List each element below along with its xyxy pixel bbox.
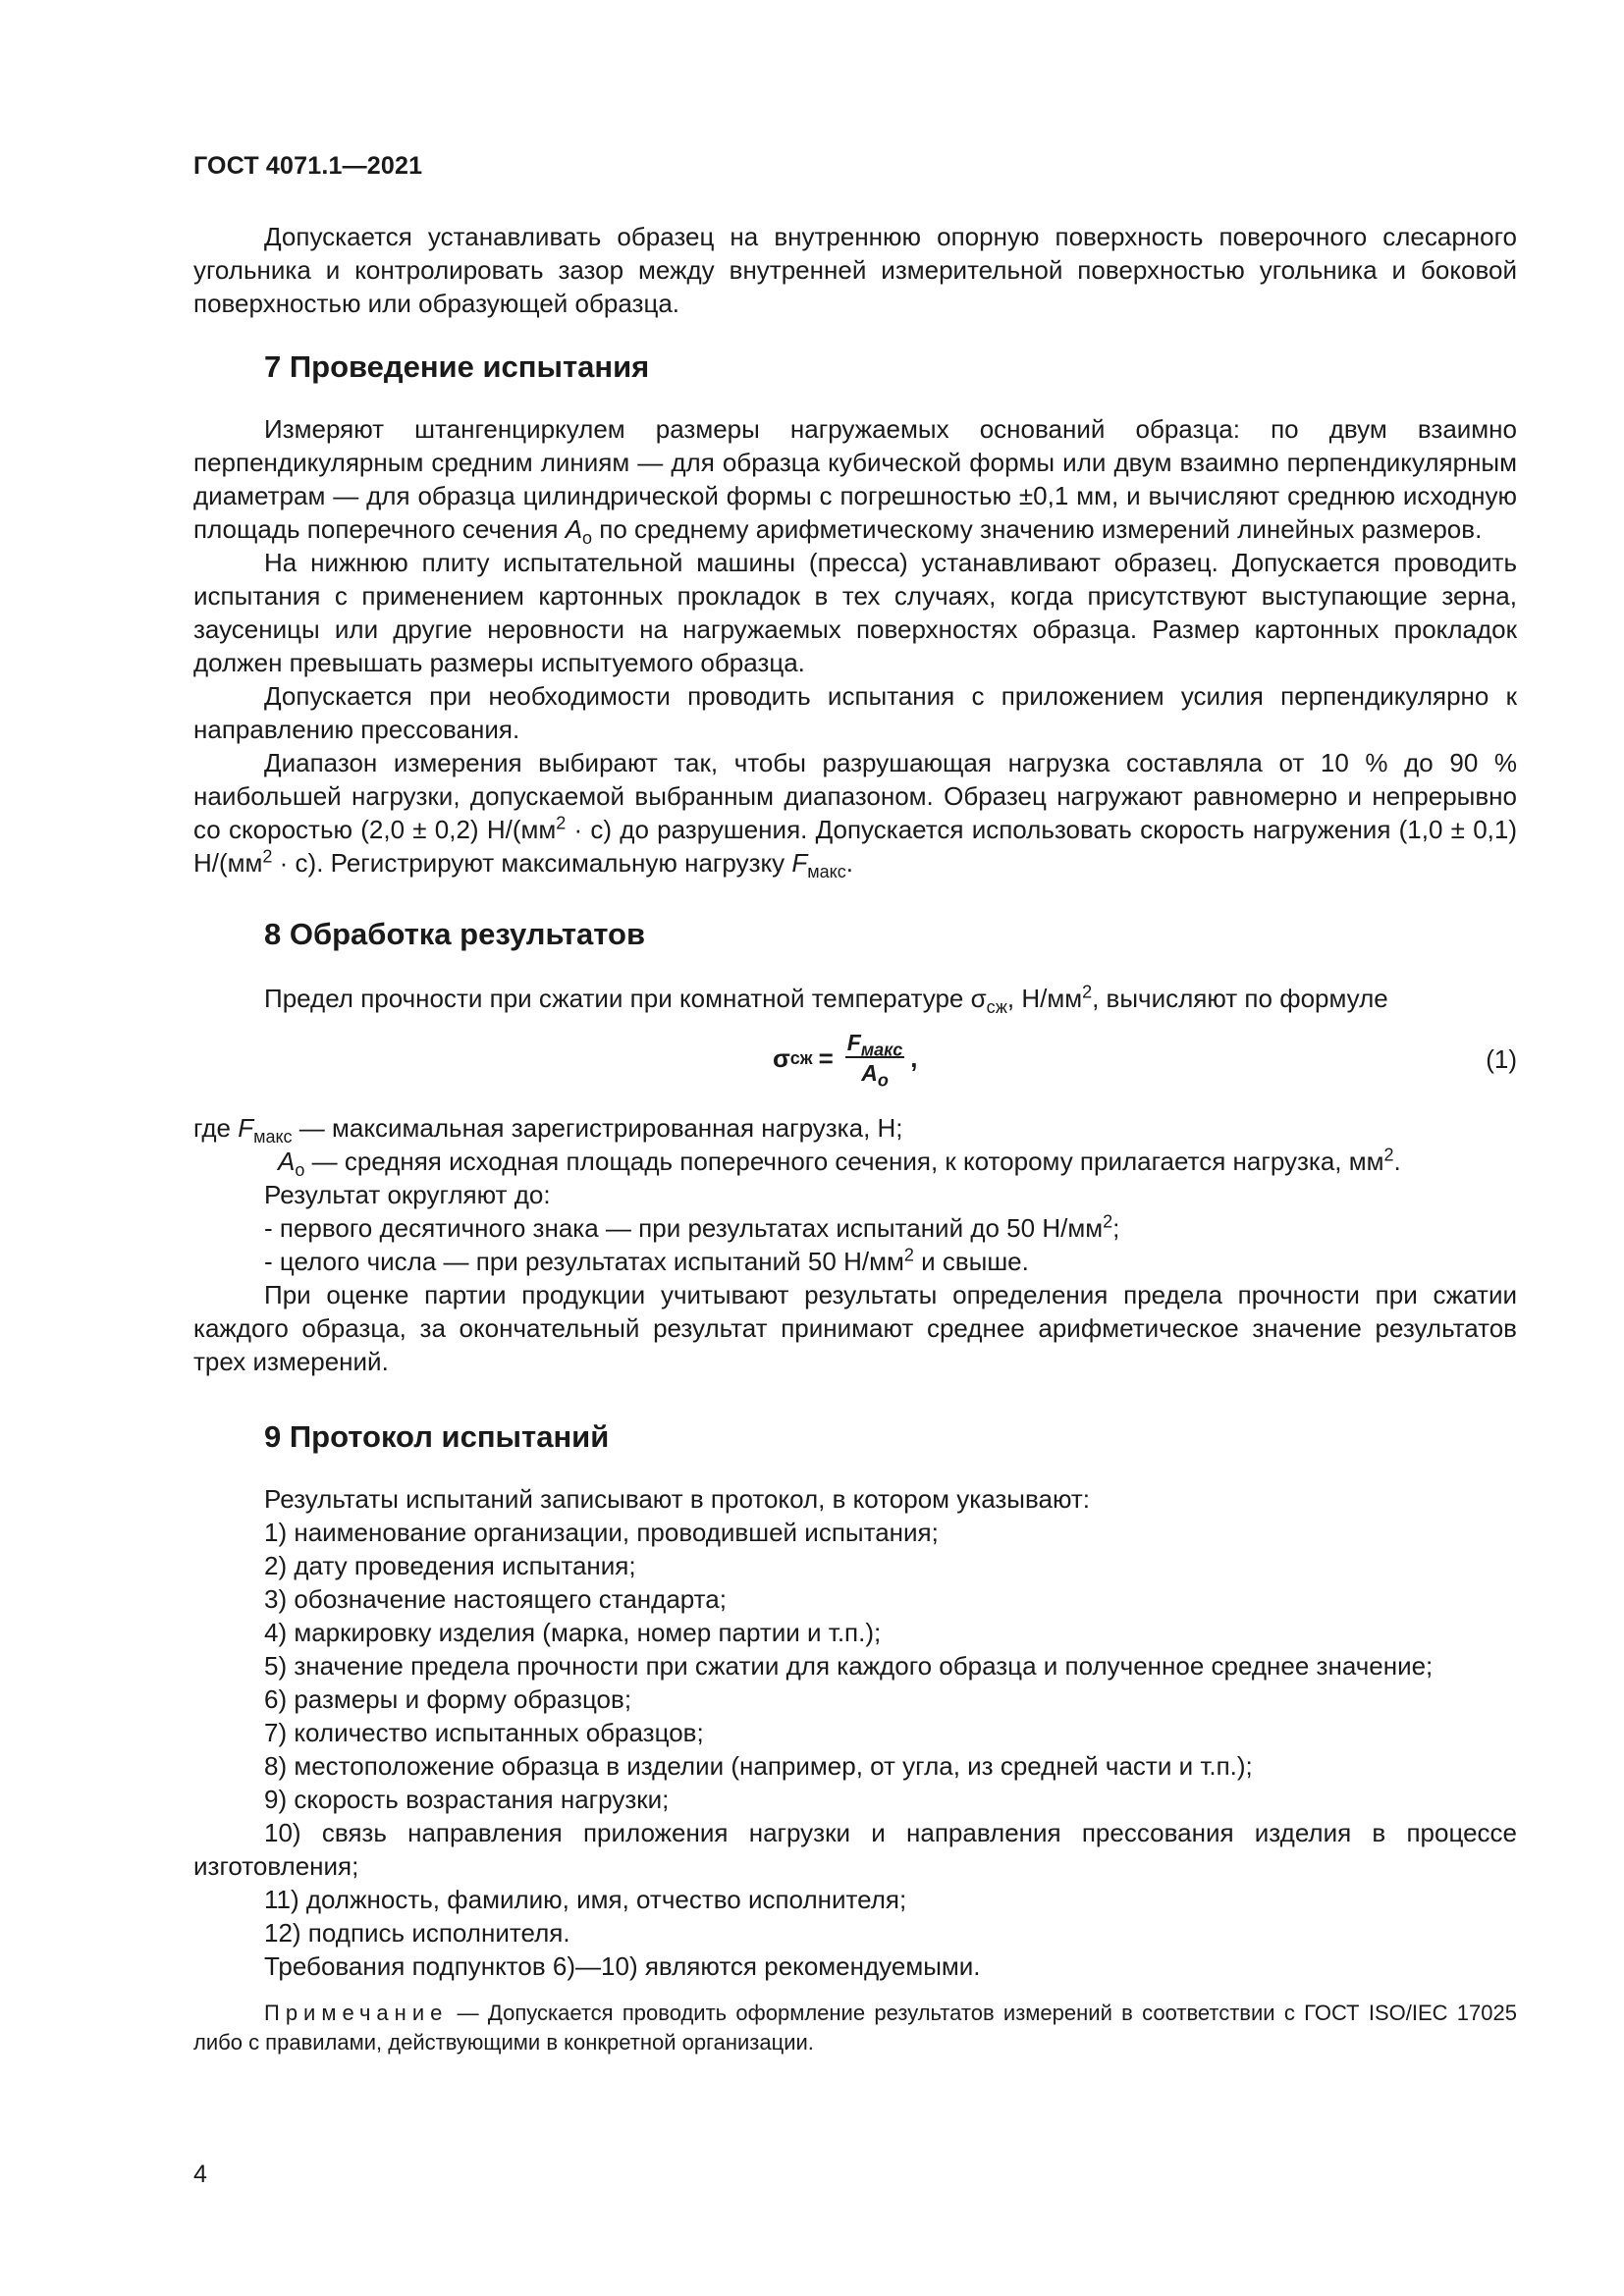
section-7-paragraph-3: Допускается при необходимости проводить испытания с приложением усилия перпендикулярно к направлению прессования. [193,681,1517,744]
document-header: ГОСТ 4071.1—2021 [193,152,423,180]
page-number: 4 [193,2161,207,2188]
requirements-note: Требования подпунктов 6)—10) являются рекомендуемыми. [264,1951,981,1981]
formula-fraction: $\frac{F_{макс}}{A_о}$ [846,1030,903,1091]
where-clause-area: $A_о$ — средняя исходная площадь поперечного сечения, к которому прилагается нагрузка, $мм^2$. [278,1145,1401,1181]
section-8-final-paragraph: При оценке партии продукции учитывают результаты определения предела прочности при сжатии каждого образца, за окончательный результат принимают среднее арифметическое значение результатов трех измерений. [193,1280,1517,1376]
rounding-item-1: - первого десятичного знака — при результатах испытаний до 50 $Н/мм^2$; [264,1211,1120,1243]
rounding-title: Результат округляют до: [264,1180,551,1209]
note-paragraph: Примечание — Допускается проводить оформление результатов измерений в соответствии с ГОСТ ISO/IEC 17025 либо с правилами, действующими в конкретной организации. [193,2001,1517,2055]
protocol-list-item: 4) маркировку изделия (марка, номер партии и т.п.); [264,1618,882,1647]
section-8-lead: Предел прочности при сжатии при комнатной температуре $\sigma_{сж}$, $Н/мм^2$, вычисляют по формуле [264,982,1388,1018]
protocol-list-item: 9) скорость возрастания нагрузки; [264,1785,670,1814]
equation-number: (1) [1486,1044,1517,1074]
page-content [193,220,1517,2057]
protocol-list-item: 3) обозначение настоящего стандарта; [264,1584,727,1614]
section-9-title: 9 Протокол испытаний [264,1419,610,1454]
protocol-list-item: 2) дату проведения испытания; [264,1551,636,1580]
section-7-paragraph-2: На нижнюю плиту испытательной машины (пресса) устанавливают образец. Допускается проводить испытания с применением картонных прокладок в тех случаях, когда присутствуют выступающие зерна, заусеницы или другие неровности на нагружаемых поверхностях образца. Размер картонных прокладок должен превышать размеры испытуемого образца. [193,548,1517,677]
where-clause: где $F_{макс}$ — максимальная зарегистрированная нагрузка, Н; [193,1113,903,1148]
note-label: Примечание [264,2001,449,2025]
intro-paragraph: Допускается устанавливать образец на внутреннюю опорную поверхность поверочного слесарного угольника и контролировать зазор между внутренней измерительной поверхностью угольника и боковой поверхностью или образующей образца. [193,222,1517,318]
section-8-title: 8 Обработка результатов [264,917,646,951]
rounding-item-2: - целого числа — при результатах испытаний 50 $Н/мм^2$ и свыше. [264,1245,1029,1276]
section-7-title: 7 Проведение испытания [264,349,650,384]
protocol-list-item: 5) значение предела прочности при сжатии для каждого образца и полученное среднее значение; [264,1651,1434,1681]
protocol-list-item: 12) подпись исполнителя. [264,1918,570,1948]
formula-1 [193,1025,1517,1097]
protocol-list-item: 1) наименование организации, проводившей испытания; [264,1518,939,1547]
section-9-lead: Результаты испытаний записывают в протокол, в котором указывают: [264,1484,1091,1514]
formula-expression: σ сж = $\frac{F_{макс}}{A_о}$ , [773,1030,918,1091]
protocol-list-item: 6) размеры и форму образцов; [264,1684,632,1714]
protocol-list-item: 8) местоположение образца в изделии (например, от угла, из средней части и т.п.); [264,1751,1253,1781]
protocol-list-item: 7) количество испытанных образцов; [264,1718,704,1747]
protocol-list-item: 11) должность, фамилию, имя, отчество исполнителя; [264,1885,907,1914]
section-7-paragraph-1: Измеряют штангенциркулем размеры нагружаемых оснований образца: по двум взаимно перпендикулярным средним линиям — для образца кубической формы или двум взаимно перпендикулярным диаметрам — для образца цилиндрической формы с погрешностью ±0,1 мм, и вычисляют среднюю исходную площадь поперечного сечения $A_о$ по среднему арифметическому значению измерений линейных размеров. [193,414,1517,549]
protocol-list-item: 10) связь направления приложения нагрузки и направления прессования изделия в процессе изготовления; [193,1818,1517,1881]
section-7-paragraph-4: Диапазон измерения выбирают так, чтобы разрушающая нагрузка составляла от 10 % до 90 % наибольшей нагрузки, допускаемой выбранным диапазоном. Образец нагружают равномерно и непрерывно со скоростью (2,0 ± 0,2) $Н/(мм^2 \cdot с)$ до разрушения. Допускается использовать скорость нагружения (1,0 ± 0,1) $Н/(мм^2 \cdot с)$. Регистрируют максимальную нагрузку $F_{макс}$. [193,748,1517,882]
